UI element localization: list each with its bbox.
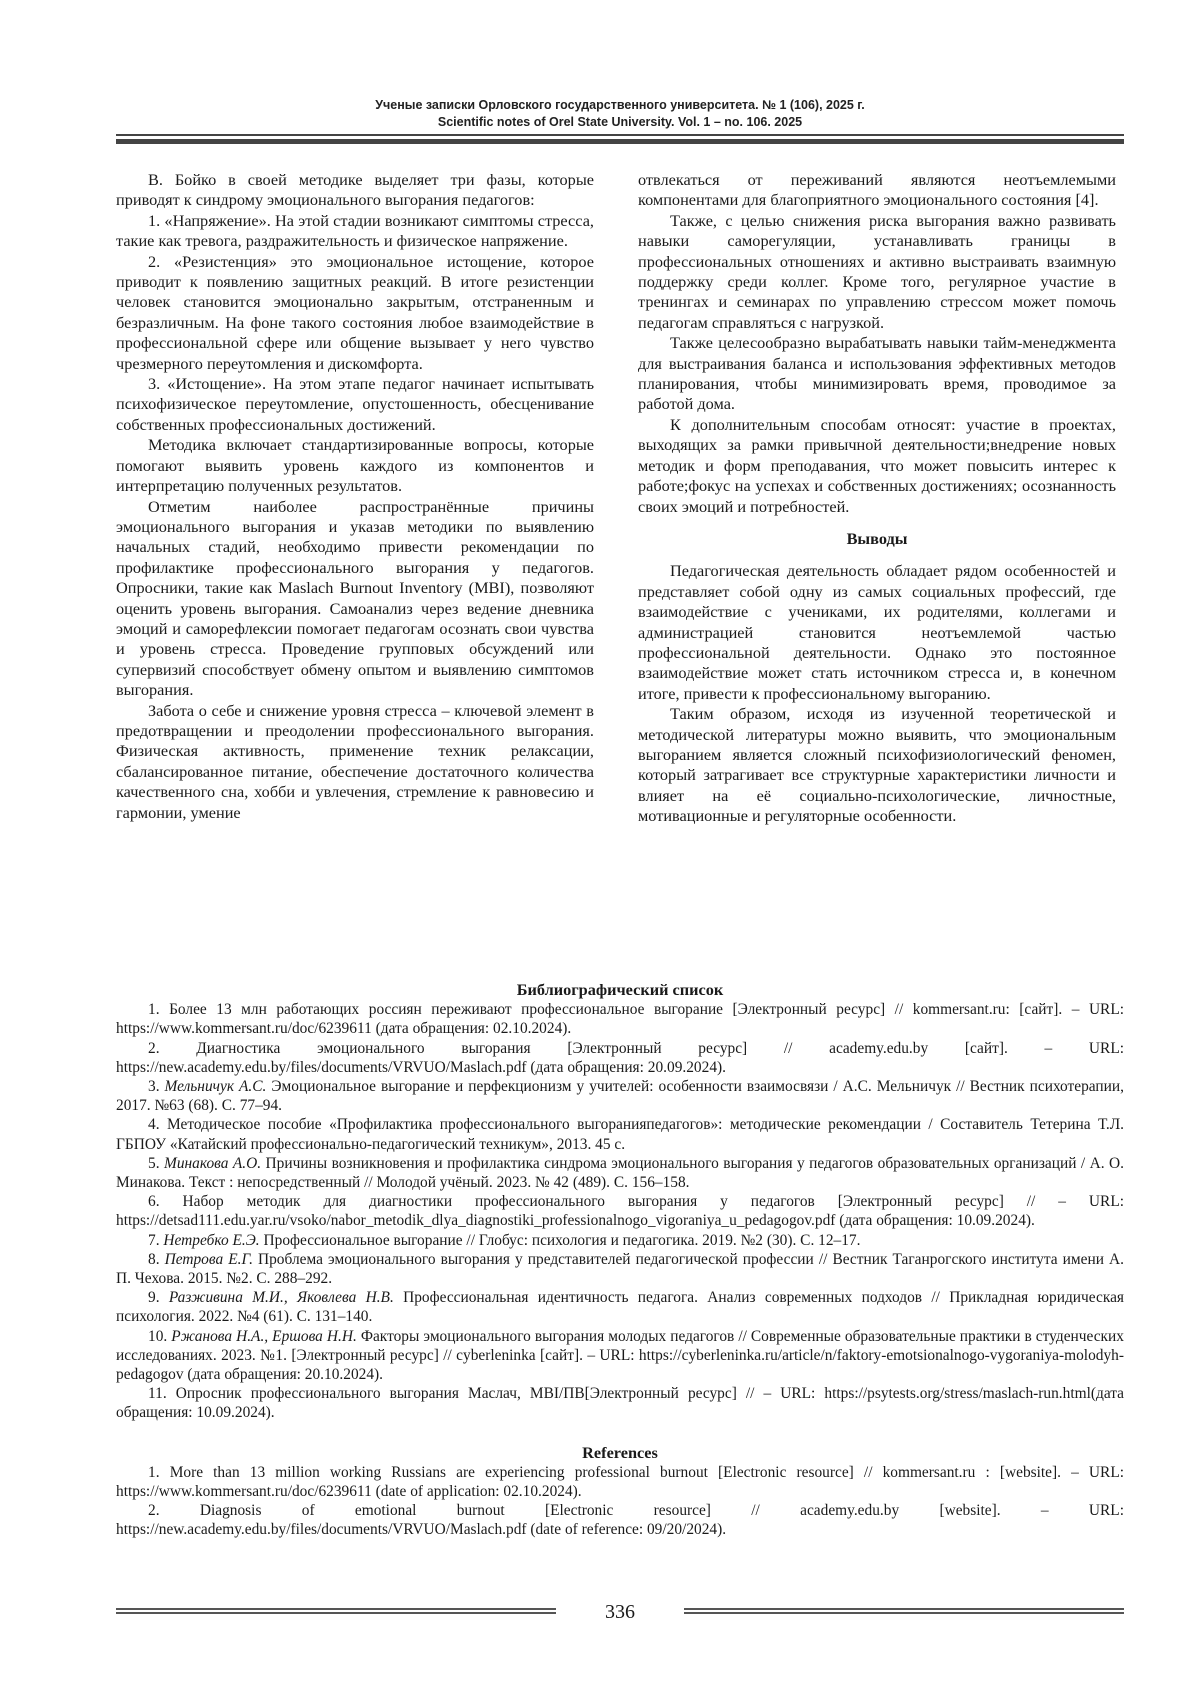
page-footer (116, 1600, 1124, 1626)
entry-text: Более 13 млн работающих россиян переживают профессиональное выгорание [Электронный ресурс] // kommersant.ru: [сайт]. – URL: https://www.kommersant.ru/doc/6239611 (дата обращения: 02.10.2024). (116, 1001, 1124, 1038)
entry-text: Профессиональная идентичность педагога. Анализ современных подходов // Прикладная юридическая психология. 2022. №4 (61). С. 131–140. (116, 1289, 1124, 1326)
bibliography-section (116, 980, 1124, 1540)
bibliography-entry (116, 1250, 1124, 1288)
entry-number: 3. (148, 1078, 160, 1096)
entry-text: Проблема эмоционального выгорания у представителей педагогической профессии // Вестник Таганрогского института имени А. П. Чехова. 2015. №2. С. 288–292. (116, 1250, 1124, 1288)
bibliography-list (116, 1000, 1124, 1422)
entry-text: Диагностика эмоционального выгорания [Электронный ресурс] // academy.edu.by [сайт]. – URL: https://new.academy.edu.by/files/documents/VRVUO/Maslach.pdf (дата обращения: 20.09.2024). (116, 1039, 1124, 1076)
entry-text: Набор методик для диагностики профессионального выгорания у педагогов [Электронный ресурс] // – URL: https://detsad111.edu.yar.ru/vsoko/nabor_metodik_dlya_diagnostiki_professionalnogo_vigoraniya_u_pedagogov.pdf (дата обращения: 10.09.2024). (116, 1193, 1124, 1230)
bibliography-entry (116, 1384, 1124, 1422)
bibliography-entry (116, 1501, 1124, 1539)
entry-text: Эмоциональное выгорание и перфекционизм у учителей: особенности взаимосвязи / А.С. Мельничук // Вестник психотерапии, 2017. №63 (68). С. 77–94. (116, 1078, 1124, 1115)
entry-number: 5. (148, 1154, 160, 1172)
bibliography-entry (116, 1039, 1124, 1077)
entry-number: 1. (148, 1463, 160, 1481)
entry-number: 8. (148, 1250, 160, 1268)
bibliography-entry (116, 1192, 1124, 1230)
entry-text: Профессиональное выгорание // Глобус: психология и педагогика. 2019. №2 (30). С. 12–17. (263, 1231, 861, 1249)
bibliography-entry (116, 1077, 1124, 1115)
body-paragraph: Таким образом, исходя из изученной теоретической и методической литературы можно выявить, что эмоциональным выгоранием является сложный психофизиологический феномен, который затрагивает все структурные характеристики личности и влияет на её социально-психологические, личностные, мотивационные и регуляторные особенности. (638, 704, 1116, 826)
conclusions-heading: Выводы (846, 528, 908, 548)
entry-author: Нетребко Е.Э. (163, 1231, 260, 1249)
entry-author: Петрова Е.Г. (164, 1250, 253, 1268)
bibliography-heading: Библиографический список (516, 980, 724, 999)
entry-text: Diagnosis of emotional burnout [Electronic resource] // academy.edu.by [website]. – URL: https://new.academy.edu.by/files/documents/VRVUO/Maslach.pdf (date of reference: 09/20/2024). (116, 1502, 1124, 1539)
entry-author: Мельничук А.С. (164, 1078, 267, 1096)
entry-number: 6. (148, 1193, 160, 1211)
entry-author: Минакова А.О. (164, 1154, 262, 1172)
header-title-en: Scientific notes of Orel State University. Vol. 1 – no. 106. 2025 (437, 115, 803, 129)
running-header (110, 97, 1130, 131)
bibliography-entry (116, 1154, 1124, 1192)
body-paragraph: Отметим наиболее распространённые причины эмоционального выгорания и указав методики по выявлению начальных стадий, необходимо привести рекомендации по профилактике профессионального выгорания у педагогов. Опросники, такие как Maslach Burnout Inventory (MBI), позволяют оценить уровень выгорания. Самоанализ через ведение дневника эмоций и саморефлексии помогает педагогам осознать свои чувства и уровень стресса. Проведение групповых обсуждений или супервизий способствует обмену опытом и выявлению симптомов выгорания. (116, 496, 594, 700)
entry-author: Ржанова Н.А., Ершова Н.Н. (171, 1327, 357, 1345)
entry-author: Разживина М.И., Яковлева Н.В. (168, 1289, 394, 1307)
body-paragraph: Также целесообразно вырабатывать навыки тайм-менеджмента для выстраивания баланса и использования эффективных методов планирования, чтобы минимизировать время, проводимое за работой дома. (638, 333, 1116, 414)
page-number: 336 (605, 1601, 635, 1623)
bibliography-entry (116, 1463, 1124, 1501)
entry-number: 10. (148, 1327, 168, 1345)
header-rule-thick (116, 139, 1124, 144)
right-column (638, 170, 1116, 827)
entry-text: Методическое пособие «Профилактика профессионального выгоранияпедагогов»: методические рекомендации / Составитель Тетерина Т.Л. ГБПОУ «Катайский профессионально-педагогический техникум», 2013. 45 с. (116, 1116, 1124, 1153)
entry-number: 11. (148, 1385, 167, 1403)
header-rule-thin (116, 134, 1124, 136)
bibliography-entry (116, 1288, 1124, 1326)
bibliography-entry (116, 1115, 1124, 1153)
body-paragraph: К дополнительным способам относят: участие в проектах, выходящих за рамки привычной деятельности;внедрение новых методик и форм преподавания, что может повысить интерес к работе;фокус на успехах и собственных достижениях; осознанность своих эмоций и потребностей. (638, 414, 1116, 516)
entry-number: 7. (148, 1231, 160, 1249)
entry-number: 9. (148, 1289, 160, 1307)
body-paragraph: Методика включает стандартизированные вопросы, которые помогают выявить уровень каждого из компонентов и интерпретацию полученных результатов. (116, 435, 594, 496)
body-paragraph: Педагогическая деятельность обладает рядом особенностей и представляет собой одну из самых социальных профессий, где взаимодействие с учениками, их родителями, коллегами и администрацией становится неотъемлемой частью профессиональной деятельности. Однако это постоянное взаимодействие может стать источником стресса и, в конечном итоге, привести к профессиональному выгоранию. (638, 561, 1116, 703)
references-heading: References (582, 1442, 658, 1462)
body-paragraph: 3. «Истощение». На этом этапе педагог начинает испытывать психофизическое переутомление, опустошенность, обесценивание собственных профессиональных достижений. (116, 374, 594, 434)
body-paragraph: 1. «Напряжение». На этой стадии возникают симптомы стресса, такие как тревога, раздражительность и физическое напряжение. (116, 210, 594, 251)
body-paragraph: отвлекаться от переживаний являются неотъемлемыми компонентами для благоприятного эмоционального состояния [4]. (638, 170, 1116, 210)
references-list (116, 1463, 1124, 1540)
entry-number: 2. (148, 1502, 160, 1520)
entry-text: More than 13 million working Russians are experiencing professional burnout [Electronic resource] // kommersant.ru : [website]. – URL: https://www.kommersant.ru/doc/6239611 (date of application: 02.10.2024). (116, 1463, 1124, 1501)
left-column (116, 170, 594, 823)
bibliography-entry (116, 1231, 1124, 1250)
bibliography-entry (116, 1000, 1124, 1038)
entry-text: Опросник профессионального выгорания Маслач, MBI/ПВ[Электронный ресурс] // – URL: https://psytests.org/stress/maslach-run.html(дата обращения: 10.09.2024). (116, 1385, 1124, 1422)
entry-number: 1. (148, 1001, 160, 1019)
body-paragraph: Также, с целью снижения риска выгорания важно развивать навыки саморегуляции, устанавливать границы в профессиональных отношениях и активно выстраивать взаимную поддержку среди коллег. Кроме того, регулярное участие в тренингах и семинарах по управлению стрессом может помочь педагогам справляться с нагрузкой. (638, 210, 1116, 332)
body-paragraph: 2. «Резистенция» это эмоциональное истощение, которое приводит к появлению защитных реакций. В итоге резистенции человек становится эмоционально закрытым, отстраненным и безразличным. На фоне такого состояния любое взаимодействие в профессиональной сфере или общение вызывает у него чувство чрезмерного переутомления и дискомфорта. (116, 251, 594, 373)
header-title-ru: Ученые записки Орловского государственного университета. № 1 (106), 2025 г. (375, 98, 865, 112)
entry-text: Факторы эмоционального выгорания молодых педагогов // Современные образовательные практики в студенческих исследованиях. 2023. №1. [Электронный ресурс] // cyberleninka [сайт]. – URL: https://cyberleninka.ru/article/n/faktory-emotsionalnogo-vygoraniya-molodyh-pedagogov (дата обращения: 20.10.2024). (116, 1327, 1124, 1384)
body-paragraph: Забота о себе и снижение уровня стресса – ключевой элемент в предотвращении и преодолении профессионального выгорания. Физическая активность, применение техник релаксации, сбалансированное питание, обеспечение достаточного количества качественного сна, хобби и увлечения, стремление к равновесию и гармонии, умение (116, 700, 594, 822)
bibliography-entry (116, 1327, 1124, 1385)
entry-text: Причины возникновения и профилактика синдрома эмоционального выгорания у педагогов образовательных организаций / А. О. Минакова. Текст : непосредственный // Молодой учёный. 2023. № 42 (489). С. 156–158. (116, 1154, 1124, 1192)
entry-number: 2. (148, 1039, 160, 1057)
entry-number: 4. (148, 1116, 160, 1134)
footer-rule-right (684, 1608, 1124, 1617)
body-paragraph: В. Бойко в своей методике выделяет три фазы, которые приводят к синдрому эмоционального выгорания педагогов: (116, 170, 594, 210)
